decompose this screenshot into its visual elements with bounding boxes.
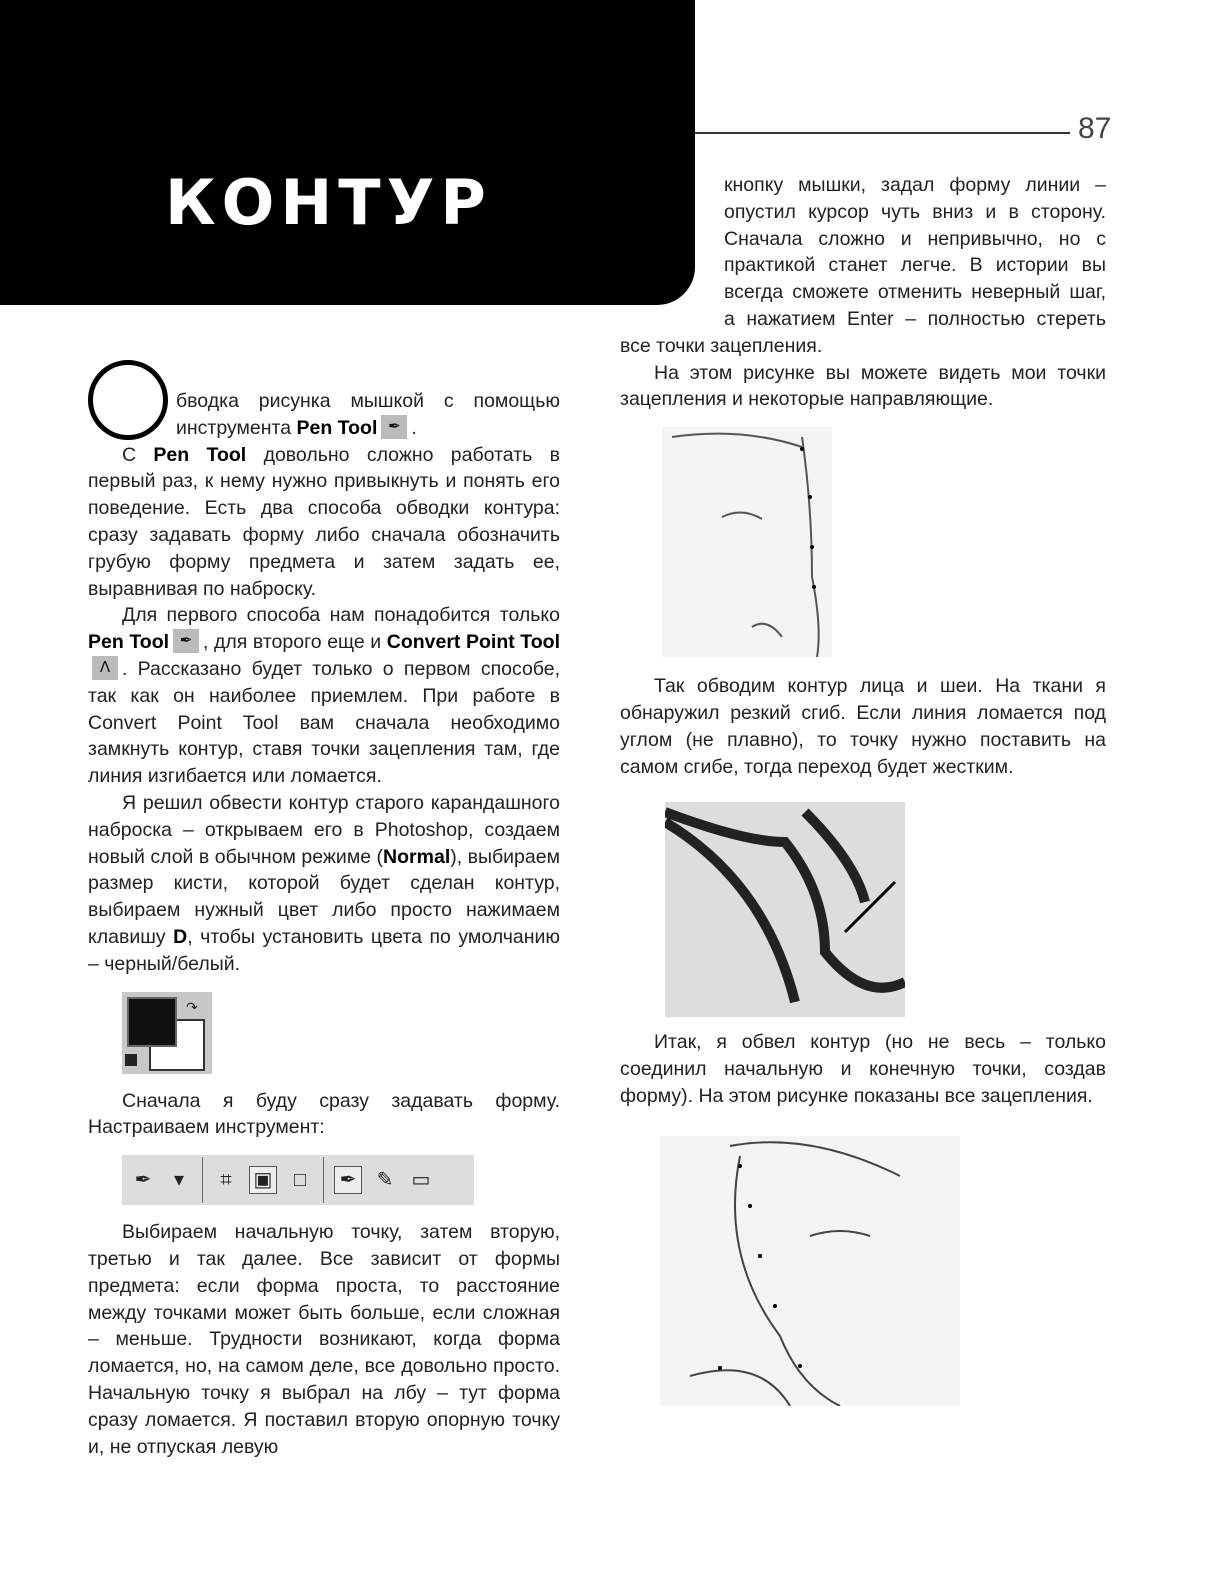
paragraph <box>88 602 560 790</box>
right-column <box>620 172 1106 1406</box>
text-run: Выбираем начальную точку, затем вторую, третью и так далее. Все зависит от формы предмета: если форма проста, то расстояние между точками может быть больше, если сложная – меньше. Трудности возникают, когда форма ломается, но, на самом деле, все довольно просто. Начальную точку я выбрал на лбу – тут форма сразу ломается. Я поставил вторую опорную точку и, не отпуская левую <box>88 1221 560 1458</box>
text-run: Так обводим контур лица и шеи. На ткани я обнаружил резкий сгиб. Если линия ломается под углом (не плавно), то точку нужно поставить на самом сгибе, тогда переход будет жестким. <box>620 675 1106 778</box>
text-run: На этом рисунке вы можете видеть мои точки зацепления и некоторые направляющие. <box>620 361 1106 411</box>
header-rule <box>695 132 1070 134</box>
text-run: довольно сложно работать в первый раз, к нему нужно привыкнуть и понять его поведение. Есть два способа обводки контура: сразу задавать форму либо сначала обозначить грубую форму предмета и затем задать ее, выравнивая по наброску. <box>88 443 560 600</box>
spacer <box>620 172 724 332</box>
header-block <box>0 0 695 305</box>
rectangle-tool-icon: ▭ <box>411 1169 431 1192</box>
text-run: , чтобы установить цвета по умолчанию – черный/белый. <box>88 925 560 975</box>
bold-term: Convert Point Tool <box>386 631 561 654</box>
text-run: Я решил обвести контур старого карандашного наброска – открываем его в Photoshop, создаем новый слой в обычном режиме ( <box>88 791 560 868</box>
text-run: Для первого способа нам понадобится только <box>122 604 560 627</box>
paragraph <box>620 673 1106 780</box>
default-colors-icon <box>125 1054 137 1066</box>
paragraph <box>88 442 560 603</box>
left-column <box>88 388 560 1460</box>
paragraph <box>620 1029 1106 1109</box>
color-swatch-figure <box>122 992 212 1074</box>
bold-term: Pen Tool <box>153 443 247 466</box>
text-run: С <box>122 443 154 466</box>
text-run: . Рассказано будет только о первом способе, так как он наиболее приемлем. При работе в Convert Point Tool вам сначала необходимо замкнуть контур, ставя точки зацепления там, где линия изгибается или ломается. <box>88 657 560 788</box>
convert-point-tool-icon: ᐱ <box>92 656 118 680</box>
face-sketch-anchor-points-image <box>662 427 832 657</box>
bold-term: D <box>173 925 188 948</box>
text-run: ), выбираем размер кисти, которой будет сделан контур, выбираем нужный цвет либо просто нажимаем клавишу <box>88 845 560 948</box>
sketch-drawing <box>660 1136 960 1406</box>
paths-mode-icon: ▣ <box>249 1166 277 1194</box>
swap-colors-icon: ↷ <box>186 998 198 1015</box>
divider <box>323 1157 324 1203</box>
divider <box>202 1157 203 1203</box>
page-number: 87 <box>1078 112 1112 145</box>
text-run: Итак, я обвел контур (но не весь – только соединил начальную и конечную точки, создав форму). На этом рисунке показаны все зацепления. <box>620 1031 1106 1107</box>
fabric-fold-sketch-image <box>665 802 905 1017</box>
paragraph <box>88 790 560 978</box>
text-run: бводка рисунка мышкой с помощью инструмента <box>176 390 560 439</box>
page-title: КОНТУР <box>165 166 492 239</box>
shape-layers-icon: ⌗ <box>220 1169 232 1192</box>
paragraph <box>88 1088 560 1142</box>
pen-tool-icon: ✒ <box>334 1166 362 1194</box>
paragraph <box>88 1219 560 1460</box>
text-run: кнопку мышки, задал форму линии – опустил курсор чуть вниз и в сторону. Сначала сложно и непривычно, но с практикой станет легче. В истории вы всегда сможете отменить неверный шаг, а нажатием Enter – полностью стереть все точки зацепления. <box>620 174 1106 357</box>
text-run: Сначала я буду сразу задавать форму. Настраиваем инструмент: <box>88 1089 560 1139</box>
pen-tool-icon: ✒ <box>381 415 407 439</box>
sketch-drawing <box>665 802 905 1017</box>
pen-tool-icon: ✒ <box>134 1169 152 1192</box>
bold-term: Pen Tool <box>88 631 170 654</box>
paragraph <box>88 388 560 442</box>
dropdown-arrow-icon: ▾ <box>173 1169 185 1192</box>
freeform-pen-tool-icon: ✎ <box>376 1169 394 1192</box>
text-run: . <box>411 416 417 439</box>
foreground-color-swatch <box>127 997 177 1047</box>
text-run: , для второго еще и <box>203 631 387 654</box>
paragraph <box>620 360 1106 414</box>
portrait-contour-sketch-image <box>660 1136 960 1406</box>
pen-tool-icon: ✒ <box>173 629 199 653</box>
pen-tool-options-figure <box>122 1155 474 1205</box>
bold-term: Normal <box>383 845 451 868</box>
dropcap-letter-o <box>88 360 168 440</box>
sketch-drawing <box>662 427 832 657</box>
fill-pixels-icon: □ <box>293 1169 307 1192</box>
bold-term: Pen Tool <box>296 416 378 439</box>
